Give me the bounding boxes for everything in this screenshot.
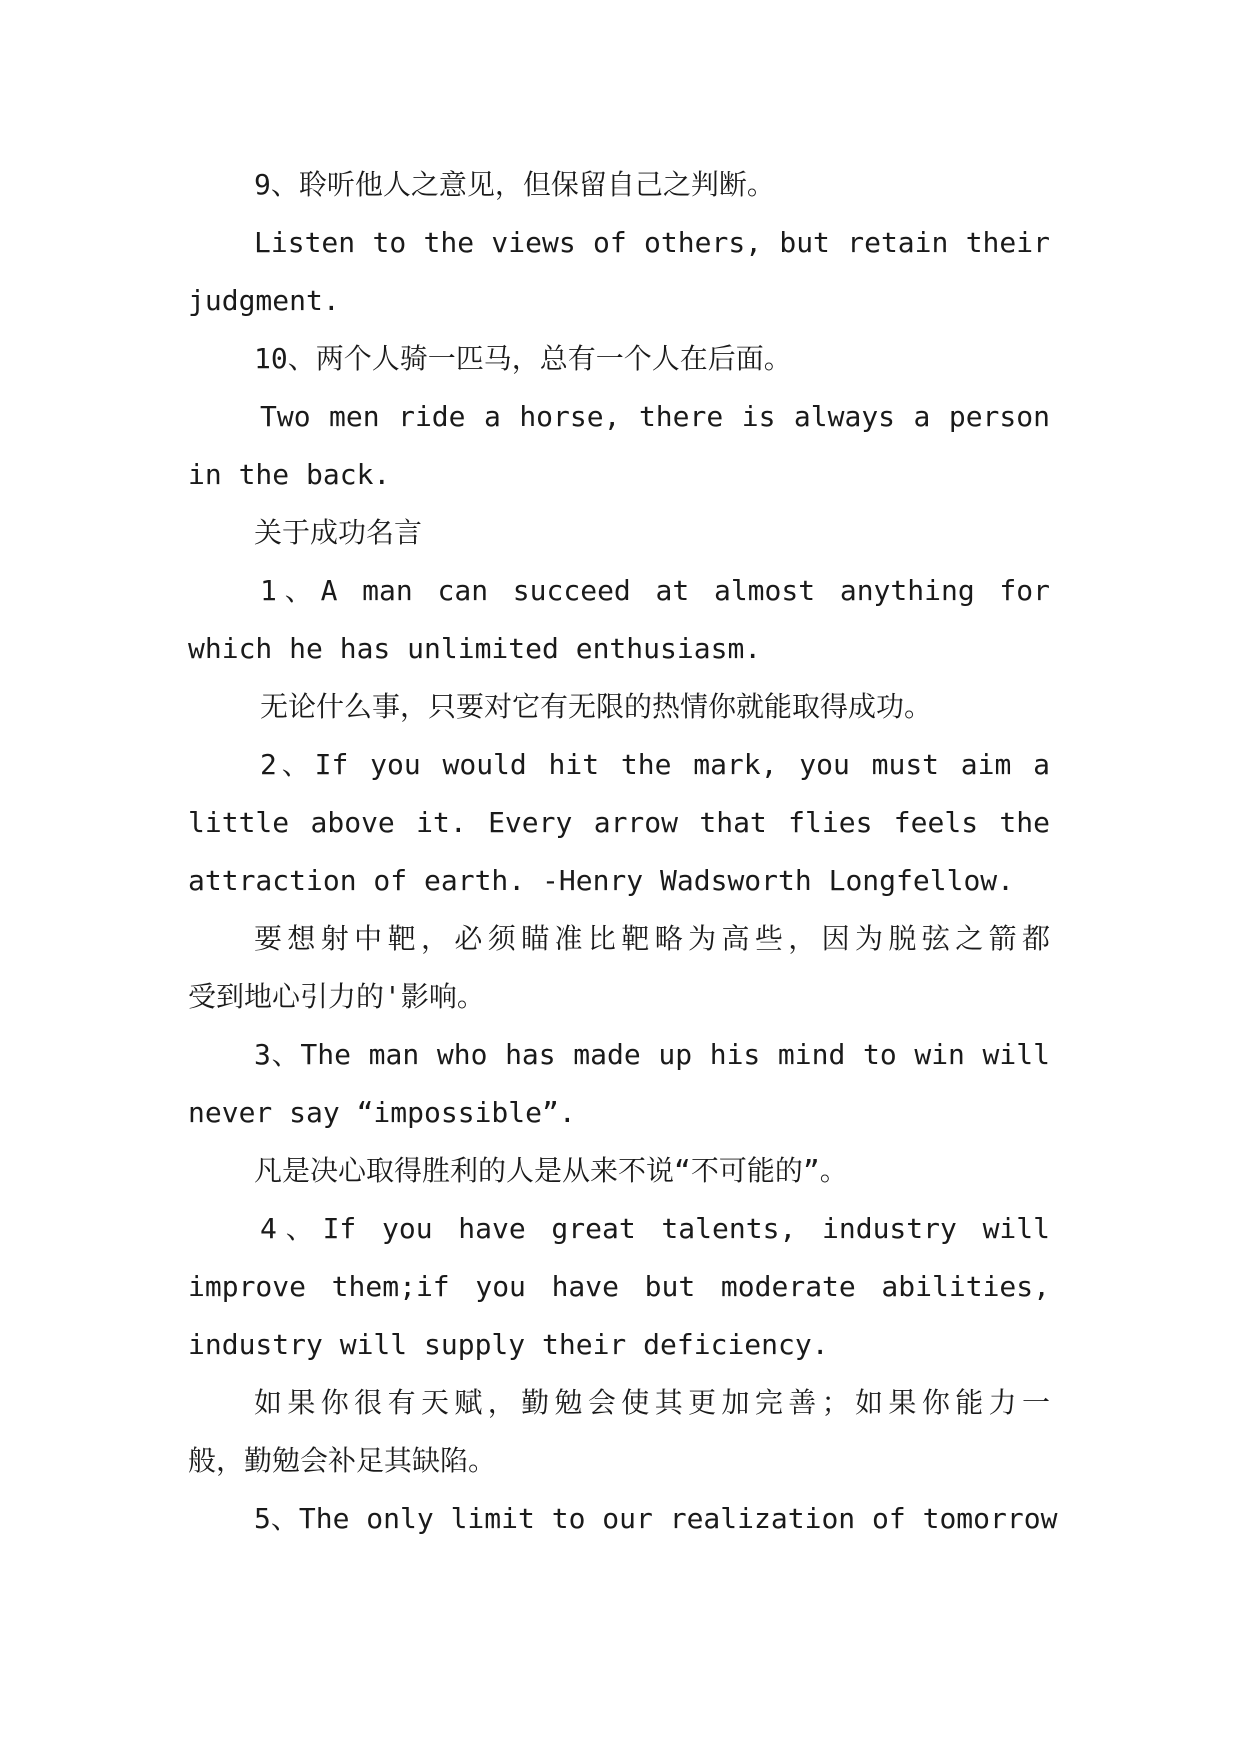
text-line: 4、If you have great talents, industry will	[260, 1212, 1050, 1245]
text-line: Listen to the views of others, but retain their	[254, 226, 1050, 259]
text-line: Two men ride a horse, there is always a person	[260, 400, 1050, 433]
text-line: 受到地心引力的'影响。	[188, 980, 485, 1013]
text-line: 9、聆听他人之意见，但保留自己之判断。	[254, 168, 775, 201]
section-heading: 关于成功名言	[254, 516, 423, 549]
text-line: 无论什么事，只要对它有无限的热情你就能取得成功。	[260, 690, 933, 723]
text-line: never say “impossible”.	[188, 1096, 576, 1129]
text-line: 如果你很有天赋，勤勉会使其更加完善；如果你能力一	[254, 1386, 1050, 1419]
text-line: in the back.	[188, 458, 391, 491]
text-line: 1、A man can succeed at almost anything for	[260, 574, 1050, 607]
text-line: 要想射中靶，必须瞄准比靶略为高些，因为脱弦之箭都	[254, 922, 1050, 955]
text-line: judgment.	[188, 284, 340, 317]
text-line: 10、两个人骑一匹马，总有一个人在后面。	[254, 342, 792, 375]
text-line: industry will supply their deficiency.	[188, 1328, 829, 1361]
text-line: 般，勤勉会补足其缺陷。	[188, 1444, 497, 1477]
text-line: 3、The man who has made up his mind to win will	[254, 1038, 1050, 1071]
text-line: little above it. Every arrow that flies feels the	[188, 806, 1050, 839]
text-line: attraction of earth. -Henry Wadsworth Longfellow.	[188, 864, 1015, 897]
text-line: 凡是决心取得胜利的人是从来不说“不可能的”。	[254, 1154, 848, 1187]
text-line: 5、The only limit to our realization of tomorrow	[254, 1502, 1058, 1535]
text-line: 2、If you would hit the mark, you must aim a	[260, 748, 1050, 781]
text-line: improve them;if you have but moderate abilities,	[188, 1270, 1050, 1303]
text-line: which he has unlimited enthusiasm.	[188, 632, 762, 665]
